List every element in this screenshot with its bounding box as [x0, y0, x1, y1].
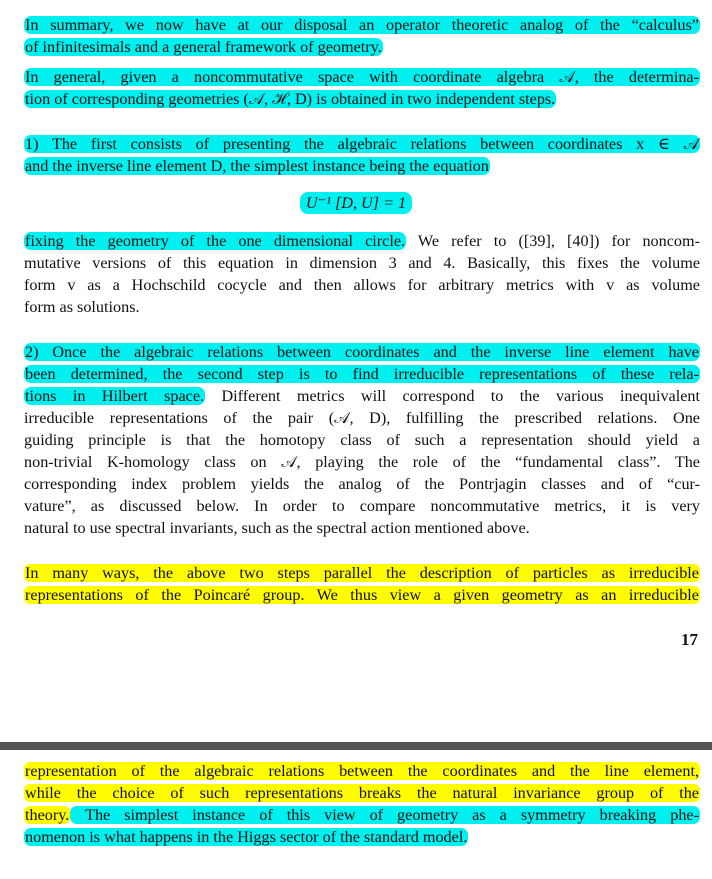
paragraph-particles	[24, 562, 700, 606]
text-line: vature”, as discussed below. In order to compare noncommutative metrics, it is very	[24, 497, 700, 515]
paragraph-circle	[24, 230, 700, 318]
paragraph-general	[24, 66, 700, 110]
text-line: form as solutions.	[24, 298, 140, 316]
highlight-cyan: 2) Once the algebraic relations between coordinates and the inverse line element have	[25, 343, 699, 361]
text-run: Different metrics will correspond to the various inequivalent	[205, 387, 701, 405]
highlight-cyan: nomenon is what happens in the Higgs sector of the standard model.	[25, 828, 468, 846]
highlight-yellow: representation of the algebraic relations between the coordinates and the line element,	[25, 762, 699, 780]
text-line: form v as a Hochschild cocycle and then allows for arbitrary metrics with v as volume	[24, 276, 700, 294]
equation-text: U⁻¹ [D, U] = 1	[300, 192, 412, 214]
highlight-cyan: tions in Hilbert space.	[25, 387, 205, 405]
paragraph-step-one	[24, 133, 700, 177]
text-line: non-trivial K-homology class on 𝒜, playing the role of the “fundamental class”. The	[24, 453, 700, 471]
text-run: We refer to ([39], [40]) for noncom-	[406, 232, 700, 250]
page-18	[0, 750, 712, 879]
highlight-cyan: fixing the geometry of the one dimensional circle.	[25, 232, 406, 250]
highlight-cyan: been determined, the second step is to find irreducible representations of these rela-	[25, 365, 699, 383]
highlight-cyan: In summary, we now have at our disposal an operator theoretic analog of the “calculus”	[25, 16, 699, 34]
highlight-yellow: while the choice of such representations breaks the natural invariance group of the	[25, 784, 699, 802]
paragraph-step-two	[24, 341, 700, 539]
highlight-cyan: The simplest instance of this view of geometry as a symmetry breaking phe-	[71, 806, 699, 824]
text-line: natural to use spectral invariants, such as the spectral action mentioned above.	[24, 519, 530, 537]
display-equation	[0, 193, 712, 213]
text-line: corresponding index problem yields the analog of the Pontrjagin classes and of “cur-	[24, 475, 700, 493]
highlight-cyan: tion of corresponding geometries (𝒜, ℋ, D) is obtained in two independent steps.	[25, 90, 556, 108]
highlight-cyan: 1) The first consists of presenting the algebraic relations between coordinates x ∈ 𝒜	[25, 135, 699, 153]
page-number: 17	[681, 630, 698, 649]
paragraph-summary	[24, 14, 700, 58]
text-line: mutative versions of this equation in dimension 3 and 4. Basically, this fixes the volume	[24, 254, 700, 272]
text-line: guiding principle is that the homotopy class of such a representation should yield a	[24, 431, 700, 449]
paragraph-continuation	[24, 760, 700, 848]
highlight-yellow: In many ways, the above two steps parallel the description of particles as irreducible	[25, 564, 699, 582]
highlight-yellow: theory.	[25, 806, 70, 824]
highlight-cyan: and the inverse line element D, the simplest instance being the equation	[25, 157, 489, 175]
page-separator	[0, 742, 712, 750]
highlight-cyan: of infinitesimals and a general framework of geometry.	[25, 38, 382, 56]
text-line: irreducible representations of the pair (𝒜, D), fulfilling the prescribed relations. One	[24, 409, 700, 427]
highlight-cyan: In general, given a noncommutative space with coordinate algebra 𝒜, the determina-	[25, 68, 699, 86]
highlight-yellow: representations of the Poincaré group. We thus view a given geometry as an irreducible	[25, 586, 699, 604]
